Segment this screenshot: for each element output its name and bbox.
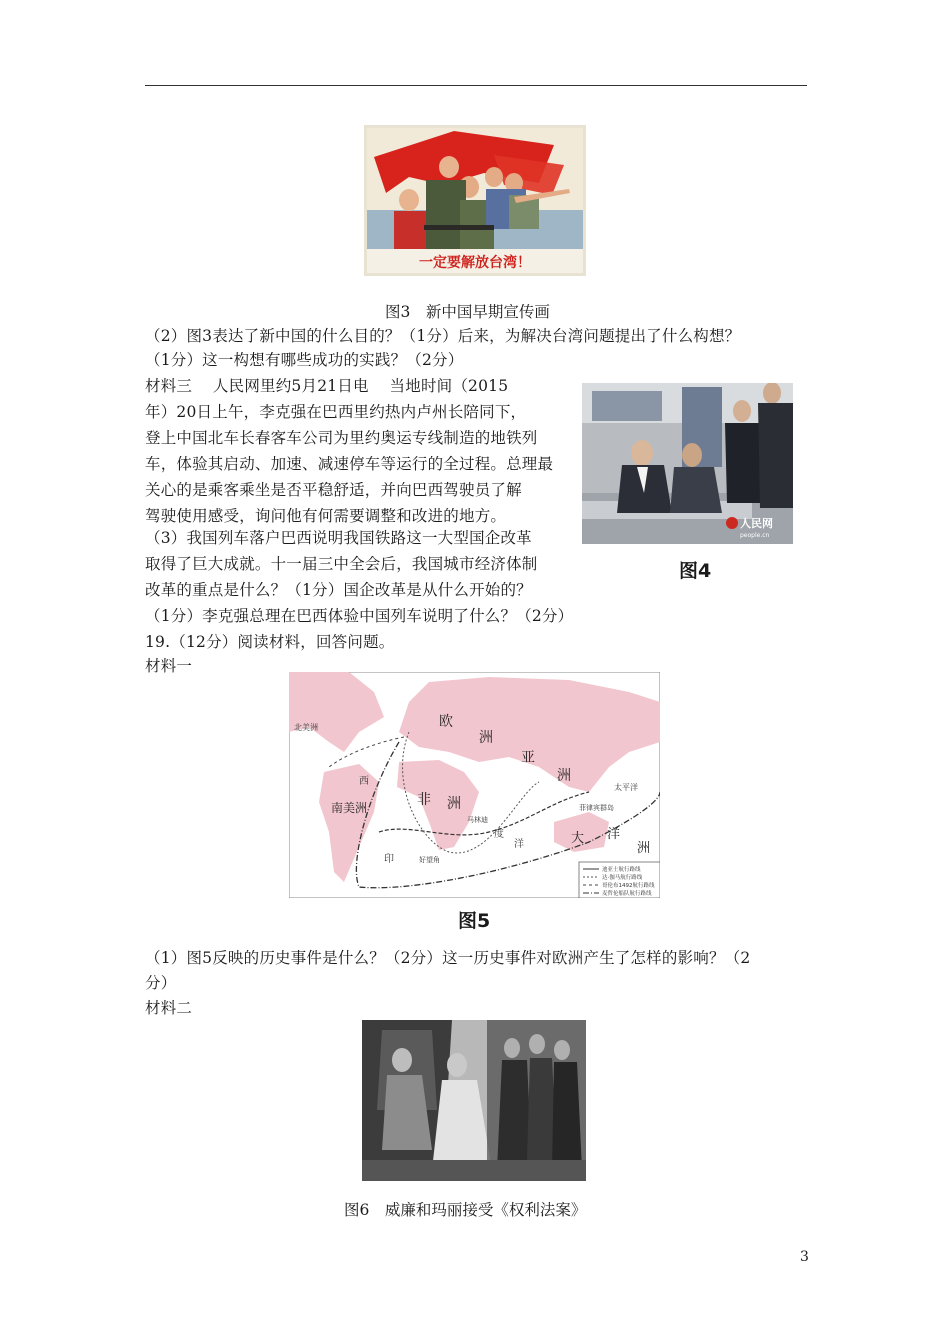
poster-banner-text: 一定要解放台湾！ bbox=[419, 255, 531, 271]
map-label: 西 bbox=[359, 776, 369, 787]
question-3-line: （3）我国列车落户巴西说明我国铁路这一大型国企改革 bbox=[145, 529, 532, 547]
map-label-south-america: 南美洲 bbox=[331, 801, 368, 815]
page-number: 3 bbox=[800, 1249, 809, 1265]
watermark-url: people.cn bbox=[740, 532, 770, 539]
map-label-cape: 好望角 bbox=[419, 856, 440, 864]
question-19-header: 19.（12分）阅读材料，回答问题。 bbox=[145, 633, 395, 651]
material-3-line: 驾驶使用感受，询问他有何需要调整和改进的地方。 bbox=[145, 507, 507, 525]
question-3-text bbox=[145, 526, 573, 628]
map-label-pacific: 太平洋 bbox=[614, 783, 638, 792]
figure-4-label: 图4 bbox=[679, 560, 712, 582]
propaganda-poster-image bbox=[364, 125, 586, 276]
question-2-line-2: （1分）这一构想有哪些成功的实践？（2分） bbox=[145, 351, 464, 369]
legend-entry: 哥伦布1492航行路线 bbox=[602, 883, 655, 889]
map-label: 洲 bbox=[637, 841, 651, 856]
voyage-map-image bbox=[289, 672, 660, 898]
legend-entry: 麦哲伦船队航行路线 bbox=[602, 891, 652, 897]
map-label: 非 bbox=[417, 792, 431, 808]
map-label: 印 bbox=[384, 854, 394, 865]
figure-5-label: 图5 bbox=[458, 910, 491, 932]
map-label-north-america: 北美洲 bbox=[294, 723, 318, 732]
map-label-philippines: 菲律宾群岛 bbox=[579, 804, 614, 812]
map-label: 欧 bbox=[439, 714, 453, 730]
material-3-line: 年）20日上午，李克强在巴西里约热内卢州长陪同下， bbox=[145, 403, 527, 421]
map-label: 洲 bbox=[557, 768, 571, 784]
map-label: 洋 bbox=[607, 827, 621, 842]
question-3-line: （1分）李克强总理在巴西体验中国列车说明了什么？（2分） bbox=[145, 607, 574, 625]
question-3-line: 改革的重点是什么？（1分）国企改革是从什么开始的？ bbox=[145, 581, 532, 599]
material-1-label: 材料一 bbox=[145, 657, 193, 675]
question-3-line: 取得了巨大成就。十一届三中全会后，我国城市经济体制 bbox=[145, 555, 538, 573]
material-3-line: 登上中国北车长春客车公司为里约奥运专线制造的地铁列 bbox=[145, 429, 538, 447]
question-2-line-1: （2）图3表达了新中国的什么目的？（1分）后来，为解决台湾问题提出了什么构想？ bbox=[145, 327, 741, 345]
header-rule bbox=[145, 85, 807, 86]
material-3-line: 关心的是乘客乘坐是否平稳舒适，并向巴西驾驶员了解 bbox=[145, 481, 522, 499]
watermark-text: 人民网 bbox=[740, 517, 773, 530]
question-1-line-2: 分） bbox=[145, 974, 177, 992]
legend-entry: 达·伽马航行路线 bbox=[602, 875, 643, 881]
material-3-line: 车，体验其启动、加速、减速停车等运行的全过程。总理最 bbox=[145, 455, 554, 473]
map-label: 度 bbox=[494, 829, 504, 840]
map-label: 洲 bbox=[479, 730, 493, 746]
figure-3-caption: 图3 新中国早期宣传画 bbox=[385, 303, 550, 321]
map-label: 大 bbox=[571, 831, 585, 846]
map-label: 洲 bbox=[447, 796, 461, 812]
map-label: 洋 bbox=[514, 839, 524, 850]
material-3-text bbox=[145, 374, 553, 528]
legend-entry: 迪亚士航行路线 bbox=[602, 867, 641, 873]
question-1-line-1: （1）图5反映的历史事件是什么？（2分）这一历史事件对欧洲产生了怎样的影响？（2 bbox=[145, 949, 751, 967]
map-label-malindi: 马林迪 bbox=[467, 816, 488, 824]
bill-of-rights-engraving-image bbox=[362, 1020, 586, 1181]
map-label: 亚 bbox=[521, 750, 535, 766]
figure-6-caption: 图6 威廉和玛丽接受《权利法案》 bbox=[344, 1201, 587, 1219]
subway-photo-image bbox=[582, 383, 793, 544]
material-2-label: 材料二 bbox=[145, 999, 193, 1017]
material-3-line: 材料三 人民网里约5月21日电 当地时间（2015 bbox=[145, 377, 509, 395]
